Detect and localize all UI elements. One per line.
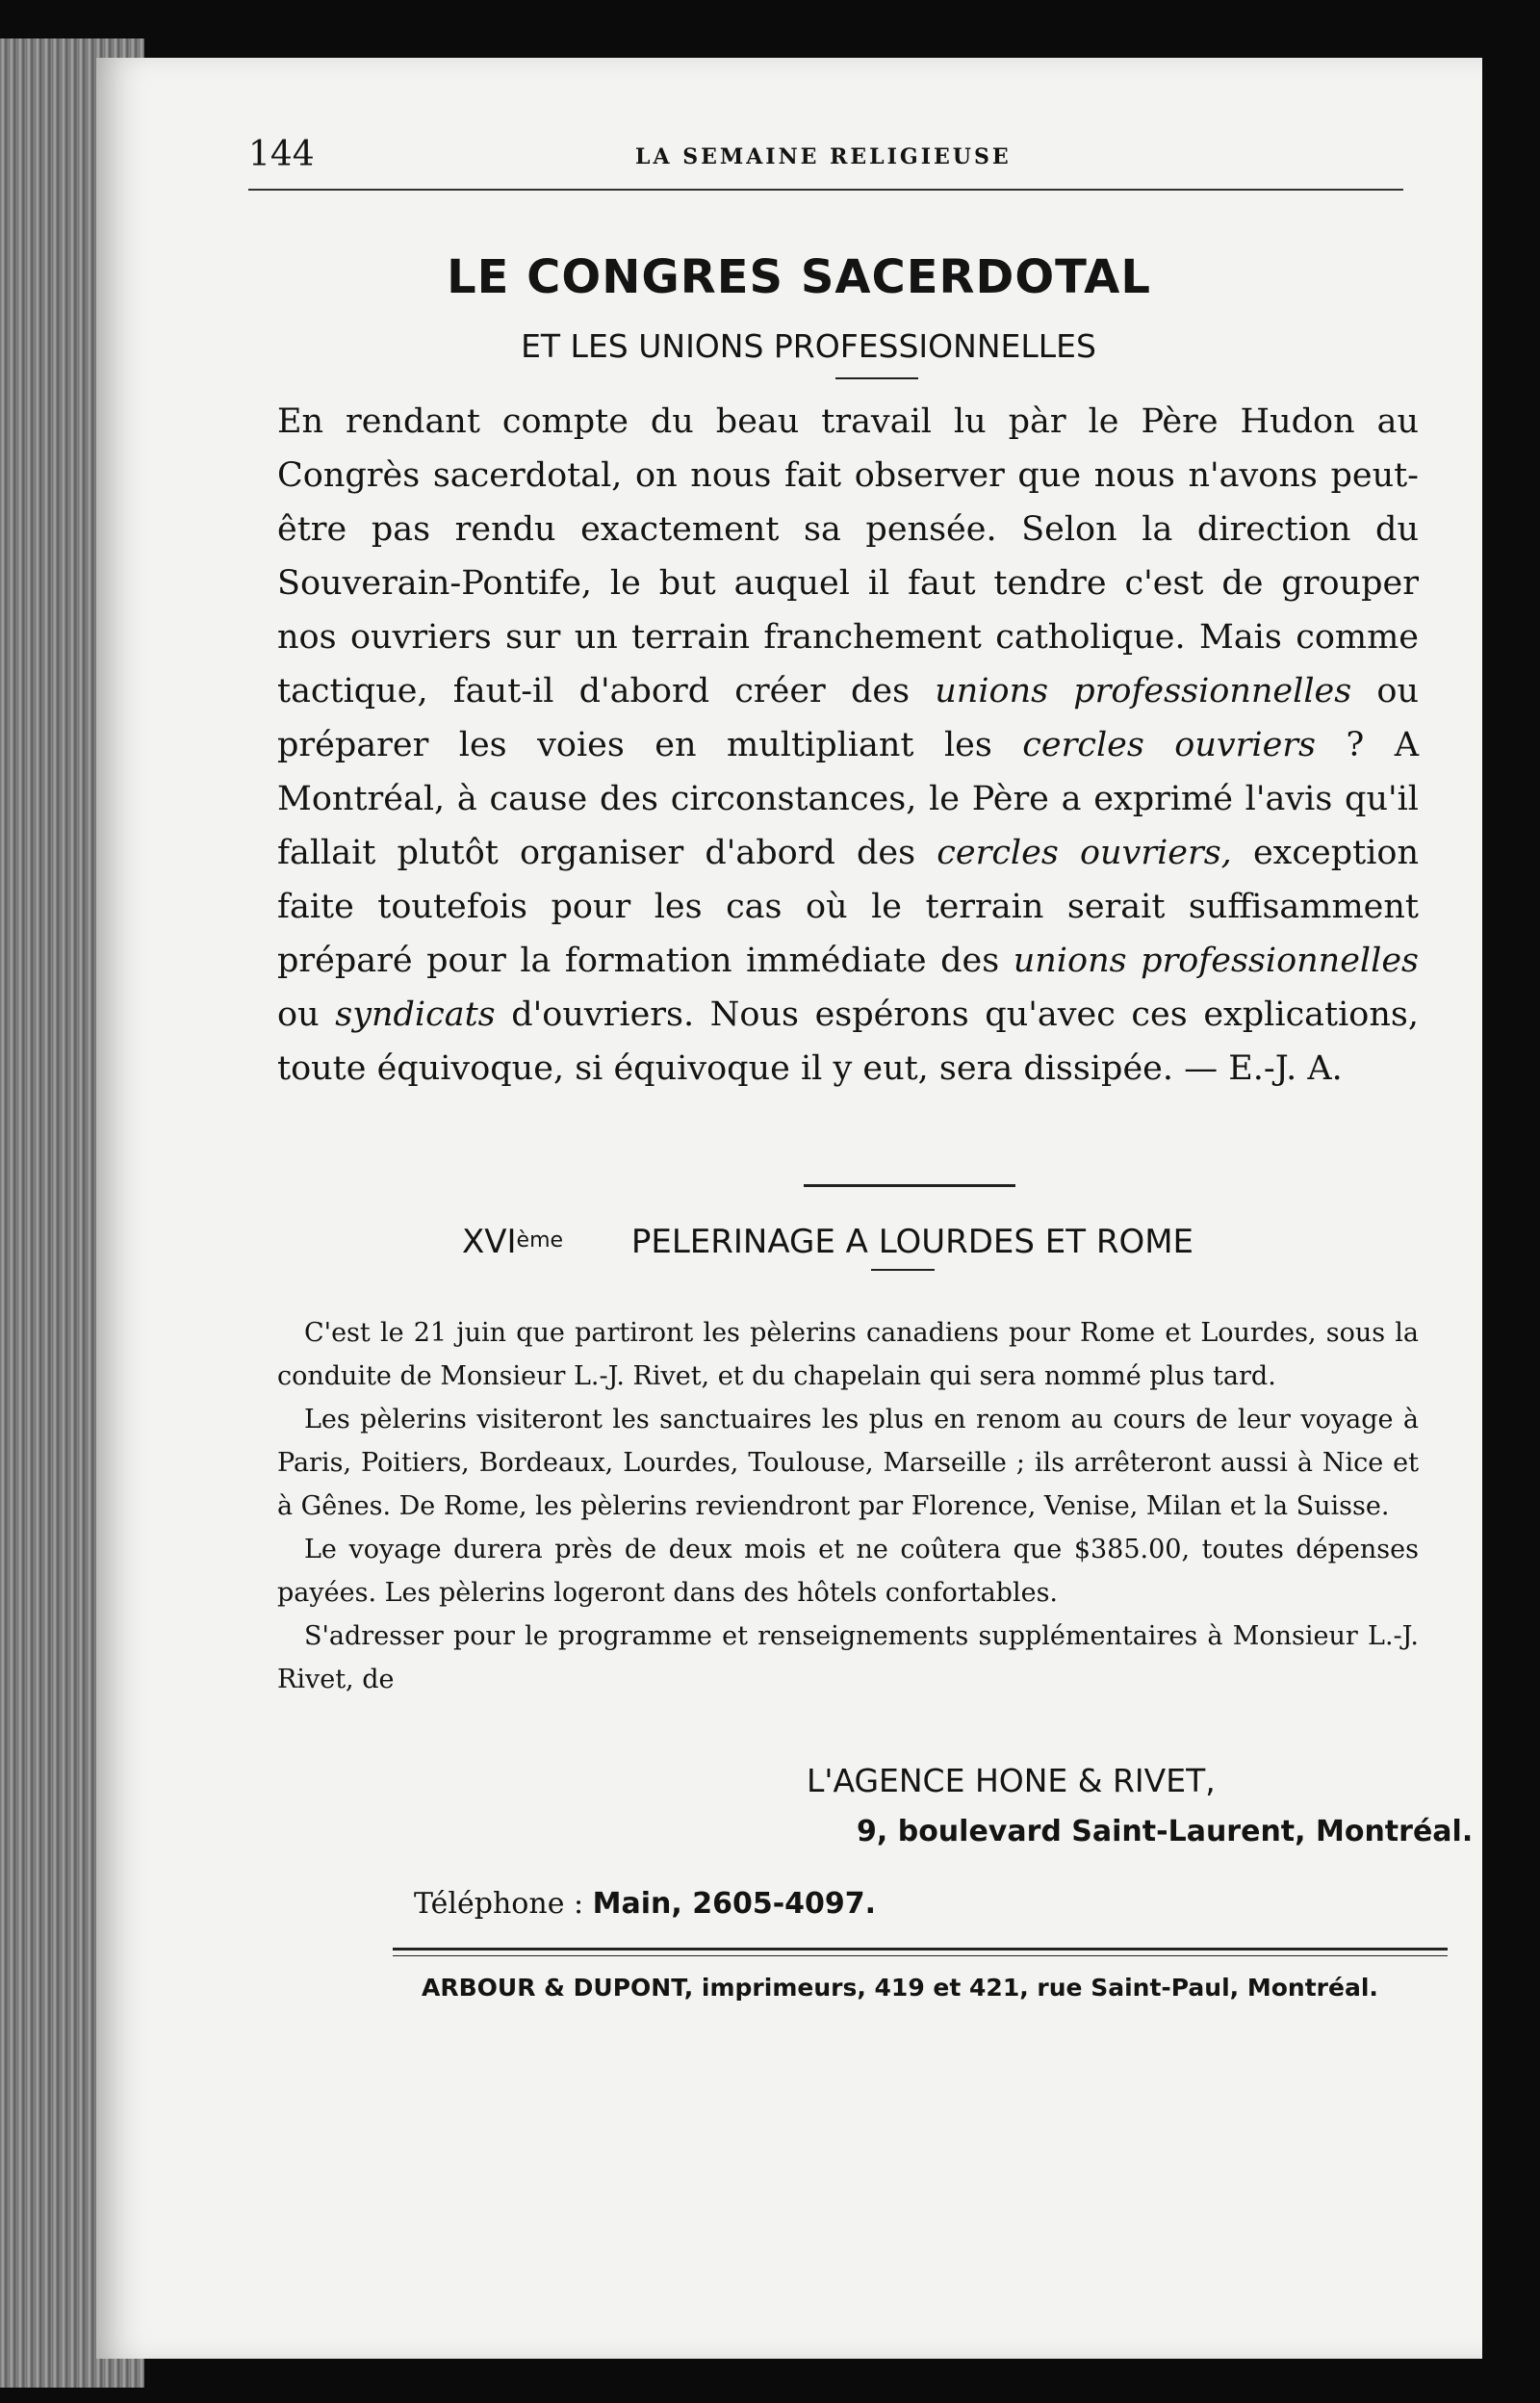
article1-title: LE CONGRES SACERDOTAL bbox=[447, 250, 1151, 304]
telephone-label: Téléphone : bbox=[414, 1887, 584, 1921]
article2-paragraph-4: S'adresser pour le programme et renseignements supplémentaires à Monsieur L.-J. Rivet, de bbox=[277, 1621, 1419, 1694]
page-number: 144 bbox=[248, 135, 315, 174]
agency-name: L'AGENCE HONE & RIVET, bbox=[807, 1762, 1216, 1799]
article1-body: En rendant compte du beau travail lu pàr le Père Hudon au Congrès sacerdotal, on nous fait observer que nous n'avons peut-être pas rendu exactement sa pensée. Selon la direction du Souverain-Pontife, le but auquel il faut tendre c'est de grouper nos ouvriers sur un terrain franchement catholique. Mais comme tactique, faut-il d'abord créer des unions professionnelles ou préparer les voies en multipliant les cercles ouvriers ? A Montréal, à cause des circonstances, le Père a exprimé l'avis qu'il fallait plutôt organiser d'abord des cercles ouvriers, exception faite toutefois pour les cas où le terrain serait suffisamment préparé pour la formation immédiate des unions professionnelles ou syndicats d'ouvriers. Nous espérons qu'avec ces explications, toute équivoque, si équivoque il y eut, sera dissipée. — E.-J. A. bbox=[277, 402, 1420, 1088]
telephone-number: Main, 2605-4097. bbox=[592, 1887, 877, 1921]
article2-paragraph-3: Le voyage durera près de deux mois et ne coûtera que $385.00, toutes dépenses payées. Les pèlerins logeront dans des hôtels confortables. bbox=[277, 1535, 1419, 1608]
article2-paragraph-2: Les pèlerins visiteront les sanctuaires les plus en renom au cours de leur voyage à Paris, Poitiers, Bordeaux, Lourdes, Toulouse, Marseille ; ils arrêteront aussi à Nice et à Gênes. De Rome, les pèlerins reviendront par Florence, Venise, Milan et la Suisse. bbox=[277, 1405, 1419, 1521]
article2-body bbox=[277, 1311, 1419, 1701]
running-title: LA SEMAINE RELIGIEUSE bbox=[635, 144, 1012, 169]
title-rule bbox=[835, 377, 918, 379]
title-rule-2 bbox=[871, 1269, 935, 1271]
footer-rule bbox=[393, 1948, 1448, 1951]
article2-title: XVIème PELERINAGE A LOURDES ET ROME bbox=[461, 1223, 1194, 1261]
article2-paragraph-1: C'est le 21 juin que partiront les pèlerins canadiens pour Rome et Lourdes, sous la conduite de Monsieur L.-J. Rivet, et du chapelain qui sera nommé plus tard. bbox=[277, 1318, 1419, 1391]
footer-rule-thin bbox=[393, 1955, 1448, 1956]
telephone bbox=[414, 1887, 876, 1921]
header-rule bbox=[248, 189, 1403, 191]
article1-subtitle: ET LES UNIONS PROFESSIONNELLES bbox=[521, 327, 1096, 365]
printer-imprint: ARBOUR & DUPONT, imprimeurs, 419 et 421, rue Saint-Paul, Montréal. bbox=[422, 1974, 1378, 2002]
agency-address: 9, boulevard Saint-Laurent, Montréal. bbox=[857, 1815, 1474, 1848]
section-divider bbox=[804, 1184, 1015, 1187]
